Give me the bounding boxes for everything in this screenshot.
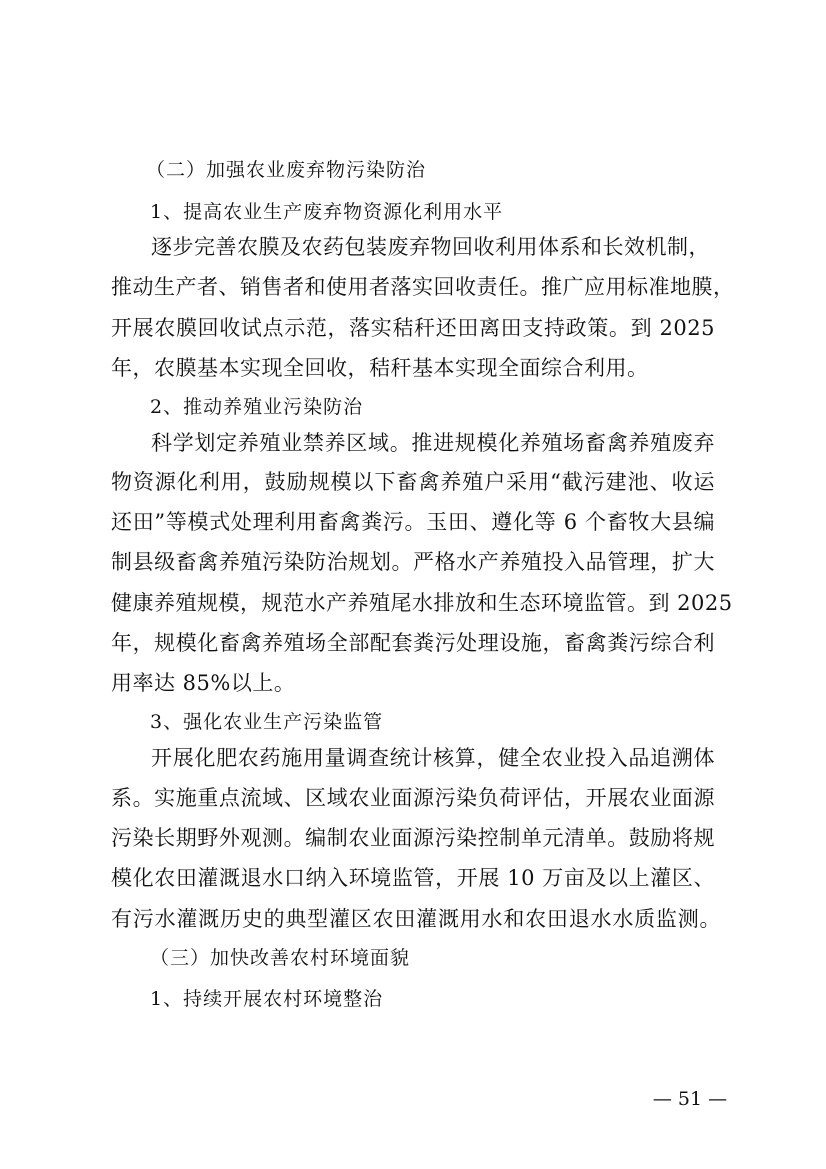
paragraph-line: 模化农田灌溉退水口纳入环境监管，开展 10 万亩及以上灌区、 <box>111 866 715 890</box>
paragraph-line: 制县级畜禽养殖污染防治规划。严格水产养殖投入品管理，扩大 <box>111 550 715 574</box>
subsection-heading-2-1: 1、提高农业生产废弃物资源化利用水平 <box>150 201 504 223</box>
paragraph-line: 开展农膜回收试点示范，落实秸秆还田离田支持政策。到 2025 <box>111 316 715 340</box>
paragraph-line: 科学划定养殖业禁养区域。推进规模化养殖场畜禽养殖废弃 <box>151 431 715 455</box>
paragraph-line: 物资源化利用，鼓励规模以下畜禽养殖户采用“截污建池、收运 <box>111 470 715 494</box>
paragraph-line: 推动生产者、销售者和使用者落实回收责任。推广应用标准地膜， <box>111 275 735 299</box>
paragraph-line: 年，规模化畜禽养殖场全部配套粪污处理设施，畜禽粪污综合利 <box>111 631 715 655</box>
paragraph-line: 健康养殖规模，规范水产养殖尾水排放和生态环境监管。到 2025 <box>111 591 733 615</box>
paragraph-line: 系。实施重点流域、区域农业面源污染负荷评估，开展农业面源 <box>111 786 715 810</box>
paragraph-line: 用率达 85%以上。 <box>111 671 296 695</box>
paragraph-line: 开展化肥农药施用量调查统计核算，健全农业投入品追溯体 <box>151 746 715 770</box>
section-heading-3: （三）加快改善农村环境面貌 <box>150 947 411 969</box>
paragraph-line: 逐步完善农膜及农药包装废弃物回收利用体系和长效机制， <box>151 235 710 259</box>
paragraph-line: 还田”等模式处理利用畜禽粪污。玉田、遵化等 6 个畜牧大县编 <box>111 510 715 534</box>
section-heading-2: （二）加强农业废弃物污染防治 <box>146 159 427 181</box>
subsection-heading-2-2: 2、推动养殖业污染防治 <box>150 396 364 418</box>
paragraph-line: 年，农膜基本实现全回收，秸秆基本实现全面综合利用。 <box>111 356 649 380</box>
subsection-heading-2-3: 3、强化农业生产污染监管 <box>150 711 384 733</box>
paragraph-line: 有污水灌溉历史的典型灌区农田灌溉用水和农田退水水质监测。 <box>111 907 721 931</box>
paragraph-line: 污染长期野外观测。编制农业面源污染控制单元清单。鼓励将规 <box>111 826 715 850</box>
subsection-heading-3-1: 1、持续开展农村环境整治 <box>150 988 384 1010</box>
page-number: — 51 — <box>652 1088 728 1110</box>
